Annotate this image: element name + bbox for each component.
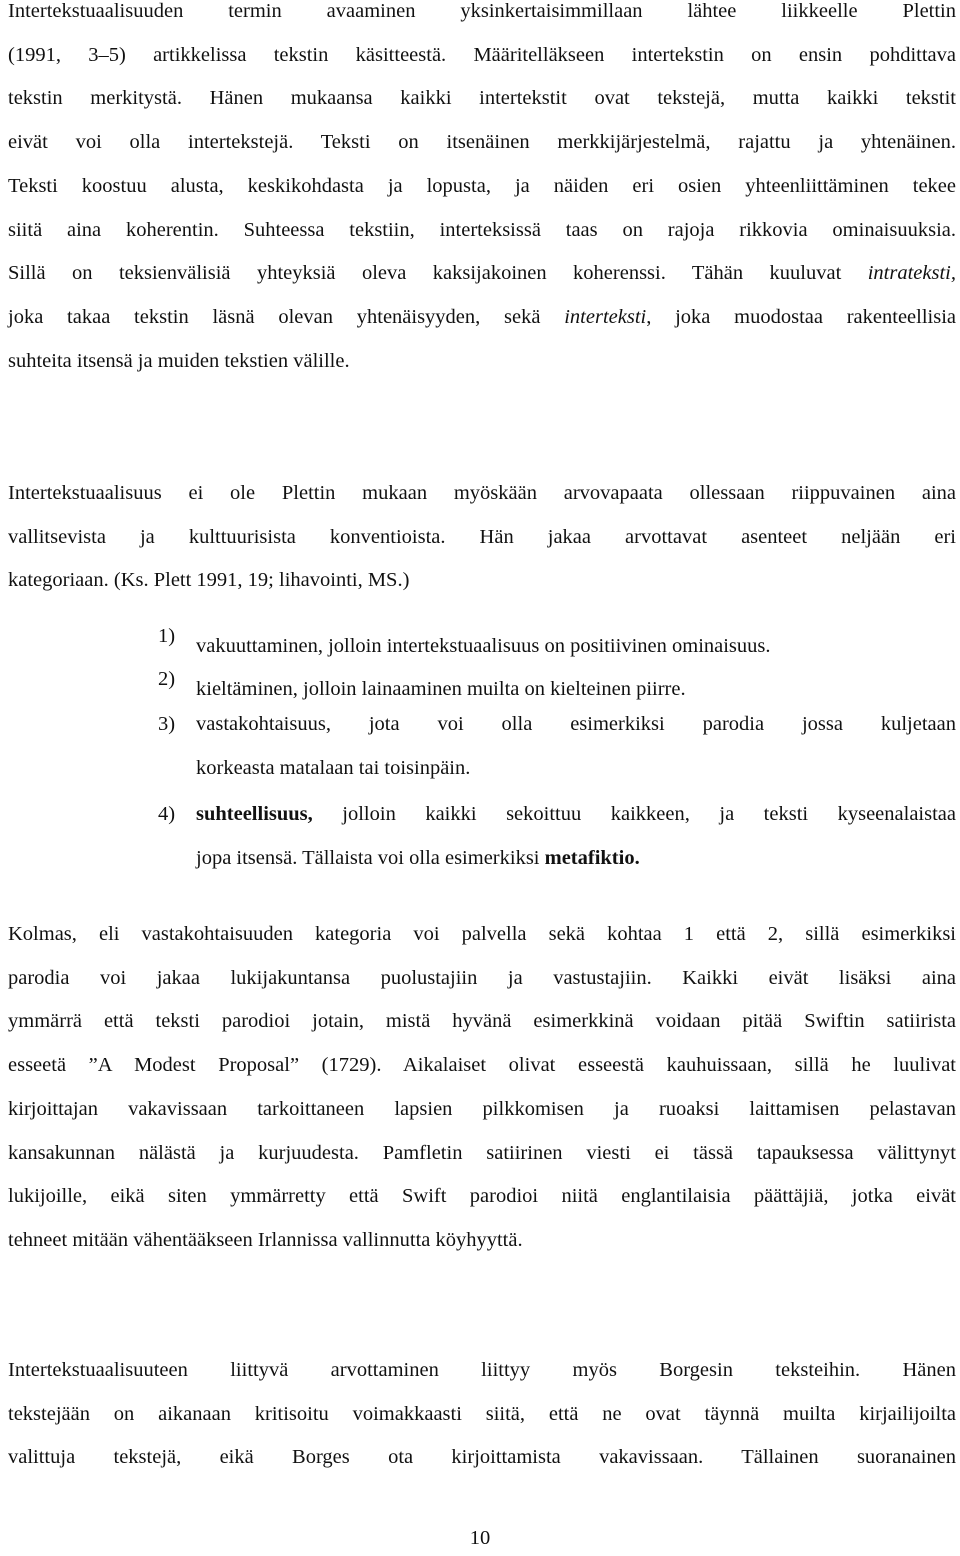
bold-term: suhteellisuus,: [196, 803, 313, 825]
paragraph-1: [8, 0, 956, 383]
italic-term: intrateksti,: [867, 262, 956, 285]
text-line: valittuja tekstejä, eikä Borges ota kirjoittamista vakavissaan. Tällainen suoranainen: [8, 1446, 956, 1469]
text-line: korkeasta matalaan tai toisinpäin.: [196, 756, 471, 779]
paragraph-4: [8, 1349, 956, 1480]
text-line: vallitsevista ja kulttuurisista konventioista. Hän jakaa arvottavat asenteet neljään eri: [8, 525, 956, 548]
text-line: Intertekstuaalisuuteen liittyvä arvottaminen liittyy myös Borgesin teksteihin. Hänen: [8, 1359, 956, 1381]
text-line: kirjoittajan vakavissaan tarkoittaneen lapsien pilkkomisen ja ruoaksi laittamisen pelastavan: [8, 1097, 956, 1120]
page-number: 10: [469, 1527, 491, 1549]
text-line: siitä aina koherentin. Suhteessa tekstiin, interteksissä taas on rajoja rikkovia ominaisuuksia.: [8, 218, 956, 241]
text-line: Kolmas, eli vastakohtaisuuden kategoria voi palvella sekä kohtaa 1 että 2, sillä esimerkiksi: [8, 923, 956, 945]
paragraph-3: [8, 913, 956, 1263]
text-line: suhteita itsensä ja muiden tekstien välille.: [8, 349, 350, 372]
text-line: suhteellisuus, jolloin kaikki sekoittuu kaikkeen, ja teksti kyseenalaistaa: [196, 803, 956, 825]
italic-term: interteksti: [564, 305, 647, 328]
text-line: lukijoille, eikä siten ymmärretty että Swift parodioi niitä englantilaisia päättäjiä, jotka eivät: [8, 1185, 956, 1208]
text-line: ymmärrä että teksti parodioi jotain, mistä hyvänä esimerkkinä voidaan pitää Swiftin satiirista: [8, 1010, 956, 1033]
text-line: Teksti koostuu alusta, keskikohdasta ja lopusta, ja näiden eri osien yhteenliittäminen tekee: [8, 174, 956, 197]
text-line: vastakohtaisuus, jota voi olla esimerkiksi parodia jossa kuljetaan: [196, 713, 956, 735]
text-line: tekstejään on aikanaan kritisoitu voimakkaasti siitä, että ne ovat täynnä muilta kirjailijoilta: [8, 1402, 956, 1425]
bold-term: metafiktio.: [544, 846, 640, 869]
text-line: eivät voi olla intertekstejä. Teksti on itsenäinen merkkijärjestelmä, rajattu ja yhtenäinen.: [8, 131, 956, 154]
list-number: 4): [158, 803, 176, 825]
text-line: parodia voi jakaa lukijakuntansa puolustajiin ja vastustajiin. Kaikki eivät lisäksi aina: [8, 966, 956, 989]
text-line: joka takaa tekstin läsnä olevan yhtenäisyyden, sekä interteksti, joka muodostaa rakenteellisia: [8, 305, 957, 328]
text-line: Sillä on teksienvälisiä yhteyksiä oleva kaksijakoinen koherenssi. Tähän kuuluvat intrateksti,: [8, 262, 956, 285]
text-line: kieltäminen, jolloin lainaaminen muilta on kielteinen piirre.: [196, 678, 686, 700]
text-line: tekstin merkitystä. Hänen mukaansa kaikki intertekstit ovat tekstejä, mutta kaikki tekstit: [8, 87, 956, 110]
text-line: (1991, 3–5) artikkelissa tekstin käsitteestä. Määritelläkseen intertekstin on ensin pohdittava: [8, 43, 956, 66]
list-number: 2): [158, 668, 176, 690]
text-line: Intertekstuaalisuuden termin avaaminen yksinkertaisimmillaan lähtee liikkeelle Plettin: [8, 0, 956, 22]
paragraph-2: [8, 472, 956, 603]
text-line: kategoriaan. (Ks. Plett 1991, 19; lihavointi, MS.): [8, 569, 410, 592]
list-number: 1): [158, 625, 176, 647]
text-line: vakuuttaminen, jolloin intertekstuaalisuus on positiivinen ominaisuus.: [196, 635, 771, 657]
text-line: kansakunnan nälästä ja kurjuudesta. Pamfletin satiirinen viesti ei tässä tapauksessa välittynyt: [8, 1141, 956, 1164]
text-line: tehneet mitään vähentääkseen Irlannissa vallinnutta köyhyyttä.: [8, 1228, 523, 1251]
list-number: 3): [158, 713, 176, 735]
text-line: Intertekstuaalisuus ei ole Plettin mukaan myöskään arvovapaata ollessaan riippuvainen aina: [8, 482, 956, 504]
text-line: jopa itsensä. Tällaista voi olla esimerkiksi metafiktio.: [196, 846, 640, 869]
text-line: esseetä ”A Modest Proposal” (1729). Aikalaiset olivat esseestä kauhuissaan, sillä he luulivat: [8, 1054, 956, 1077]
